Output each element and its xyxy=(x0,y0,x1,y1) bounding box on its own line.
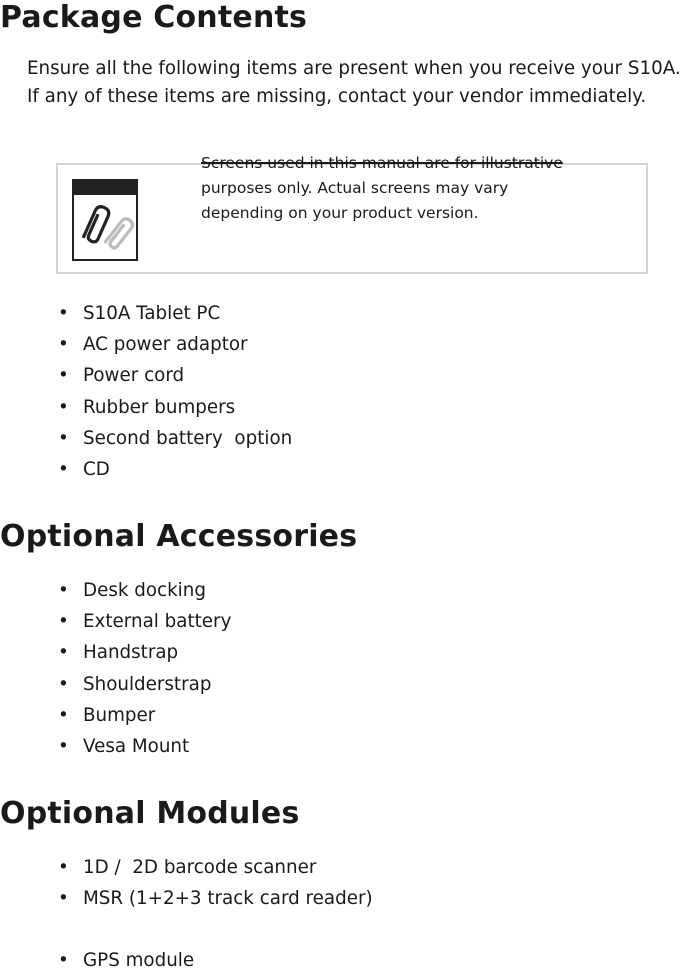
package-contents-intro: Ensure all the following items are present when you receive your S10A. If any of these items are missing, contact your vendor immediately. xyxy=(27,58,681,107)
bullet: • xyxy=(58,303,69,324)
note-line-1: Screens used in this manual are for illustrative xyxy=(201,154,563,172)
list-item xyxy=(58,945,373,976)
bullet: • xyxy=(58,427,69,449)
package-contents-list xyxy=(58,298,292,485)
list-item xyxy=(58,606,231,637)
list-item xyxy=(58,883,373,914)
bullet: • xyxy=(58,611,69,633)
list-item-text: Second battery option xyxy=(83,427,293,449)
list-item xyxy=(58,423,292,454)
list-item-text: AC power adaptor xyxy=(83,334,248,356)
list-item xyxy=(58,575,231,606)
list-item-text: Rubber bumpers xyxy=(83,396,236,418)
list-item-text: Bumper xyxy=(83,704,156,726)
list-item-text: Power cord xyxy=(83,365,185,387)
bullet: • xyxy=(58,704,69,726)
bullet: • xyxy=(58,365,69,387)
optional-modules-list xyxy=(58,852,373,977)
list-item xyxy=(58,454,292,485)
list-item-text: Handstrap xyxy=(83,642,179,664)
list-item xyxy=(58,360,292,391)
note-text xyxy=(201,151,651,226)
bullet: • xyxy=(58,857,69,878)
optional-accessories-list xyxy=(58,575,231,762)
list-item xyxy=(58,852,373,883)
bullet: • xyxy=(58,673,69,695)
list-item-text: Shoulderstrap xyxy=(83,673,212,695)
list-item xyxy=(58,298,292,329)
list-item xyxy=(58,637,231,668)
optional-accessories-heading: Optional Accessories xyxy=(0,519,358,554)
bullet: • xyxy=(58,396,69,418)
list-item-text: Vesa Mount xyxy=(83,735,190,757)
list-item-text: CD xyxy=(83,458,110,480)
paperclip-note-icon xyxy=(72,179,138,261)
note-line-2: purposes only. Actual screens may vary xyxy=(201,179,509,197)
bullet: • xyxy=(58,642,69,664)
bullet: • xyxy=(58,888,69,910)
list-item-text: External battery xyxy=(83,611,232,633)
note-line-3: depending on your product version. xyxy=(201,204,479,222)
list-item-text: GPS module xyxy=(83,950,195,972)
bullet: • xyxy=(58,735,69,757)
bullet: • xyxy=(58,580,69,601)
list-item xyxy=(58,392,292,423)
list-item-text: Desk docking xyxy=(83,580,206,601)
bullet: • xyxy=(58,458,69,480)
optional-modules-heading: Optional Modules xyxy=(0,796,300,831)
package-contents-heading: Package Contents xyxy=(0,0,308,35)
list-item xyxy=(58,329,292,360)
bullet: • xyxy=(58,950,69,972)
list-item-text: MSR (1+2+3 track card reader) xyxy=(83,888,373,910)
list-item-text: S10A Tablet PC xyxy=(83,303,221,324)
list-item-text: 1D / 2D barcode scanner xyxy=(83,857,317,878)
list-item xyxy=(58,669,231,700)
bullet: • xyxy=(58,334,69,356)
list-item xyxy=(58,700,231,731)
list-item xyxy=(58,731,231,762)
